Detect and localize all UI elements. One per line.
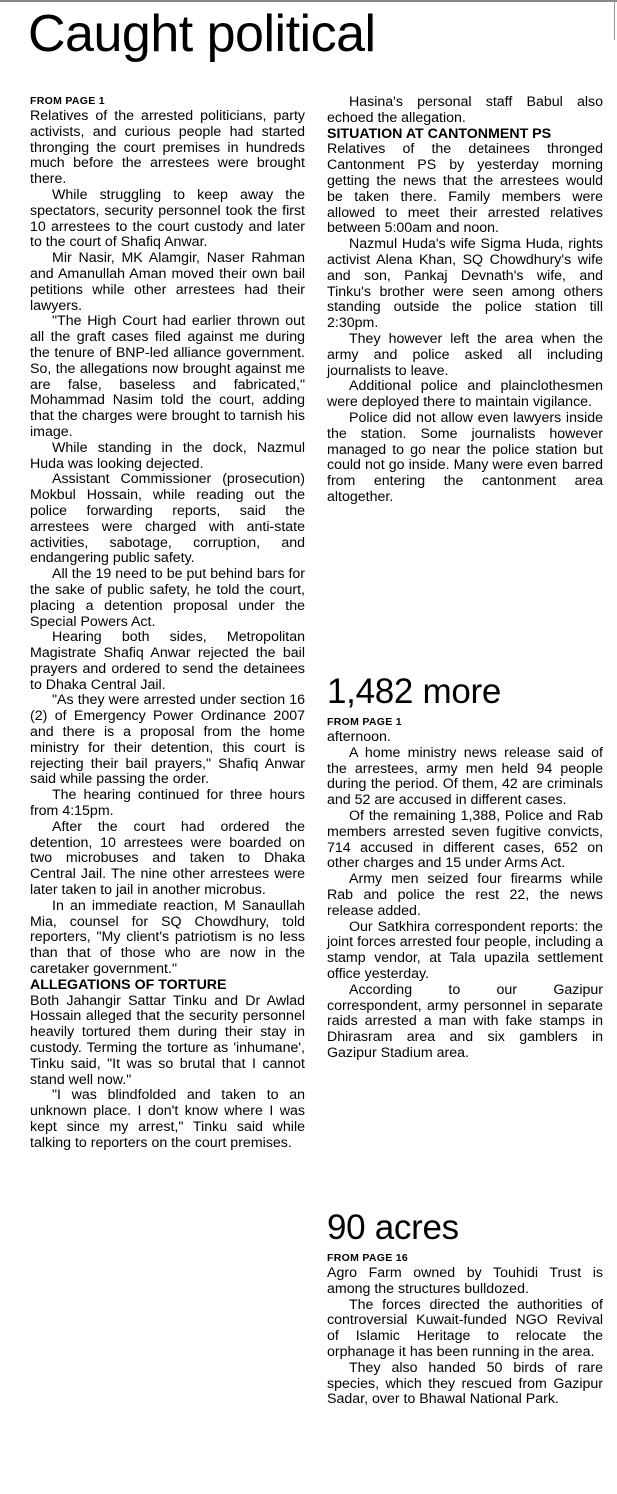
paragraph: Army men seized four firearms while Rab and police the rest 22, the news release added.: [327, 871, 603, 919]
paragraph: The forces directed the authorities of controversial Kuwait-funded NGO Revival of Islamic Heritage to relocate the orphanage it has been running in the area.: [327, 1296, 603, 1360]
kicker-from-page: FROM PAGE 16: [327, 1252, 409, 1264]
paragraph: Additional police and plainclothesmen were deployed there to maintain vigilance.: [327, 378, 603, 411]
story-1482-more: [327, 672, 603, 1062]
paragraph: "The High Court had earlier thrown out all the graft cases filed against me during the tenure of BNP-led alliance government. So, the allegations now brought against me are false, baseless and fabricated," Mohammad Nasim told the court, adding that the charges were brought to tarnish his image.: [30, 313, 305, 440]
paragraph: Our Satkhira correspondent reports: the joint forces arrested four people, including a stamp vendor, at Tala upazila settlement office yesterday.: [327, 918, 603, 982]
paragraph: A home ministry news release said of the arrestees, army men held 94 people during the period. Of them, 42 are criminals and 52 are accused in different cases.: [327, 744, 603, 809]
kicker-from-page: FROM PAGE 1: [30, 95, 105, 107]
paragraph: Relatives of the arrested politicians, party activists, and curious people had started thronging the court premises in hundreds much before the arrestees were brought there.: [30, 108, 305, 188]
paragraph: After the court had ordered the detention, 10 arrestees were boarded on two microbuses and taken to Dhaka Central Jail. The nine other arrestees were later taken to jail in another microbus.: [30, 818, 305, 899]
paragraph: They however left the area when the army and police asked all including journalists to leave.: [327, 330, 603, 379]
story-headline: 1,482 more: [327, 672, 502, 711]
subhead-cantonment: SITUATION AT CANTONMENT PS: [327, 125, 552, 142]
paragraph: Hearing both sides, Metropolitan Magistrate Shafiq Anwar rejected the bail prayers and ordered to send the detainees to Dhaka Central Jail.: [30, 629, 305, 693]
paragraph: While struggling to keep away the spectators, security personnel took the first 10 arrestees to the court custody and later to the court of Shafiq Anwar.: [30, 186, 305, 251]
paragraph: Nazmul Huda's wife Sigma Huda, rights activist Alena Khan, SQ Chowdhury's wife and son, Pankaj Devnath's wife, and Tinku's brother were seen among others standing outside the police station till 2:30pm.: [327, 236, 603, 332]
story-90-acres: [327, 1208, 603, 1408]
paragraph: Both Jahangir Sattar Tinku and Dr Awlad Hossain alleged that the security personnel heavily tortured them during their stay in custody. Terming the torture as 'inhumane', Tinku said, "It was so brutal that I cannot stand well now.": [30, 992, 305, 1088]
paragraph: They also handed 50 birds of rare species, which they rescued from Gazipur Sadar, over to Bhawal National Park.: [327, 1359, 603, 1408]
paragraph: Hasina's personal staff Babul also echoed the allegation.: [327, 94, 603, 126]
left-column: [30, 95, 305, 1152]
column-divider: [614, 0, 615, 40]
paragraph: In an immediate reaction, M Sanaullah Mia, counsel for SQ Chowdhury, told reporters, "My client's patriotism is no less than that of those who are now in the caretaker government.": [30, 897, 305, 978]
paragraph: All the 19 need to be put behind bars for the sake of public safety, he told the court, placing a detention proposal under the Special Powers Act.: [30, 566, 305, 630]
paragraph: Of the remaining 1,388, Police and Rab members arrested seven fugitive convicts, 714 accused in different cases, 652 on other charges and 15 under Arms Act.: [327, 807, 603, 872]
kicker-from-page: FROM PAGE 1: [327, 716, 402, 728]
subhead-allegations: ALLEGATIONS OF TORTURE: [30, 976, 227, 993]
paragraph: "As they were arrested under section 16 (2) of Emergency Power Ordinance 2007 and there is a proposal from the home ministry for their detention, this court is rejecting their bail prayers," Shafiq Anwar said while passing the order.: [30, 692, 305, 788]
paragraph: Agro Farm owned by Touhidi Trust is among the structures bulldozed.: [327, 1265, 603, 1297]
paragraph: afternoon.: [327, 729, 391, 745]
paragraph: Mir Nasir, MK Alamgir, Naser Rahman and Amanullah Aman moved their own bail petitions while other arrestees had their lawyers.: [30, 250, 305, 314]
main-headline: Caught political: [28, 5, 376, 63]
paragraph: While standing in the dock, Nazmul Huda was looking dejected.: [30, 439, 305, 472]
story-headline: 90 acres: [327, 1208, 459, 1247]
paragraph: Police did not allow even lawyers inside the station. Some journalists however managed to go near the police station but could not go inside. Many were even barred from entering the cantonment area altogether.: [327, 409, 603, 505]
paragraph: "I was blindfolded and taken to an unknown place. I don't know where I was kept since my arrest," Tinku said while talking to reporters on the court premises.: [30, 1087, 305, 1151]
paragraph: The hearing continued for three hours from 4:15pm.: [30, 787, 305, 820]
top-rule: [0, 0, 617, 2]
paragraph: Assistant Commissioner (prosecution) Mokbul Hossain, while reading out the police forwarding reports, said the arrestees were charged with anti-state activities, sabotage, corruption, and endangering public safety.: [30, 471, 305, 567]
right-column-continued: [327, 95, 603, 506]
paragraph: Relatives of the detainees thronged Cantonment PS by yesterday morning getting the news that the arrestees would be taken there. Family members were allowed to meet their arrested relatives between 5:00am and noon.: [327, 141, 603, 237]
paragraph: According to our Gazipur correspondent, army personnel in separate raids arrested a man with fake stamps in Dhirasram area and six gamblers in Gazipur Stadium area.: [327, 981, 603, 1061]
